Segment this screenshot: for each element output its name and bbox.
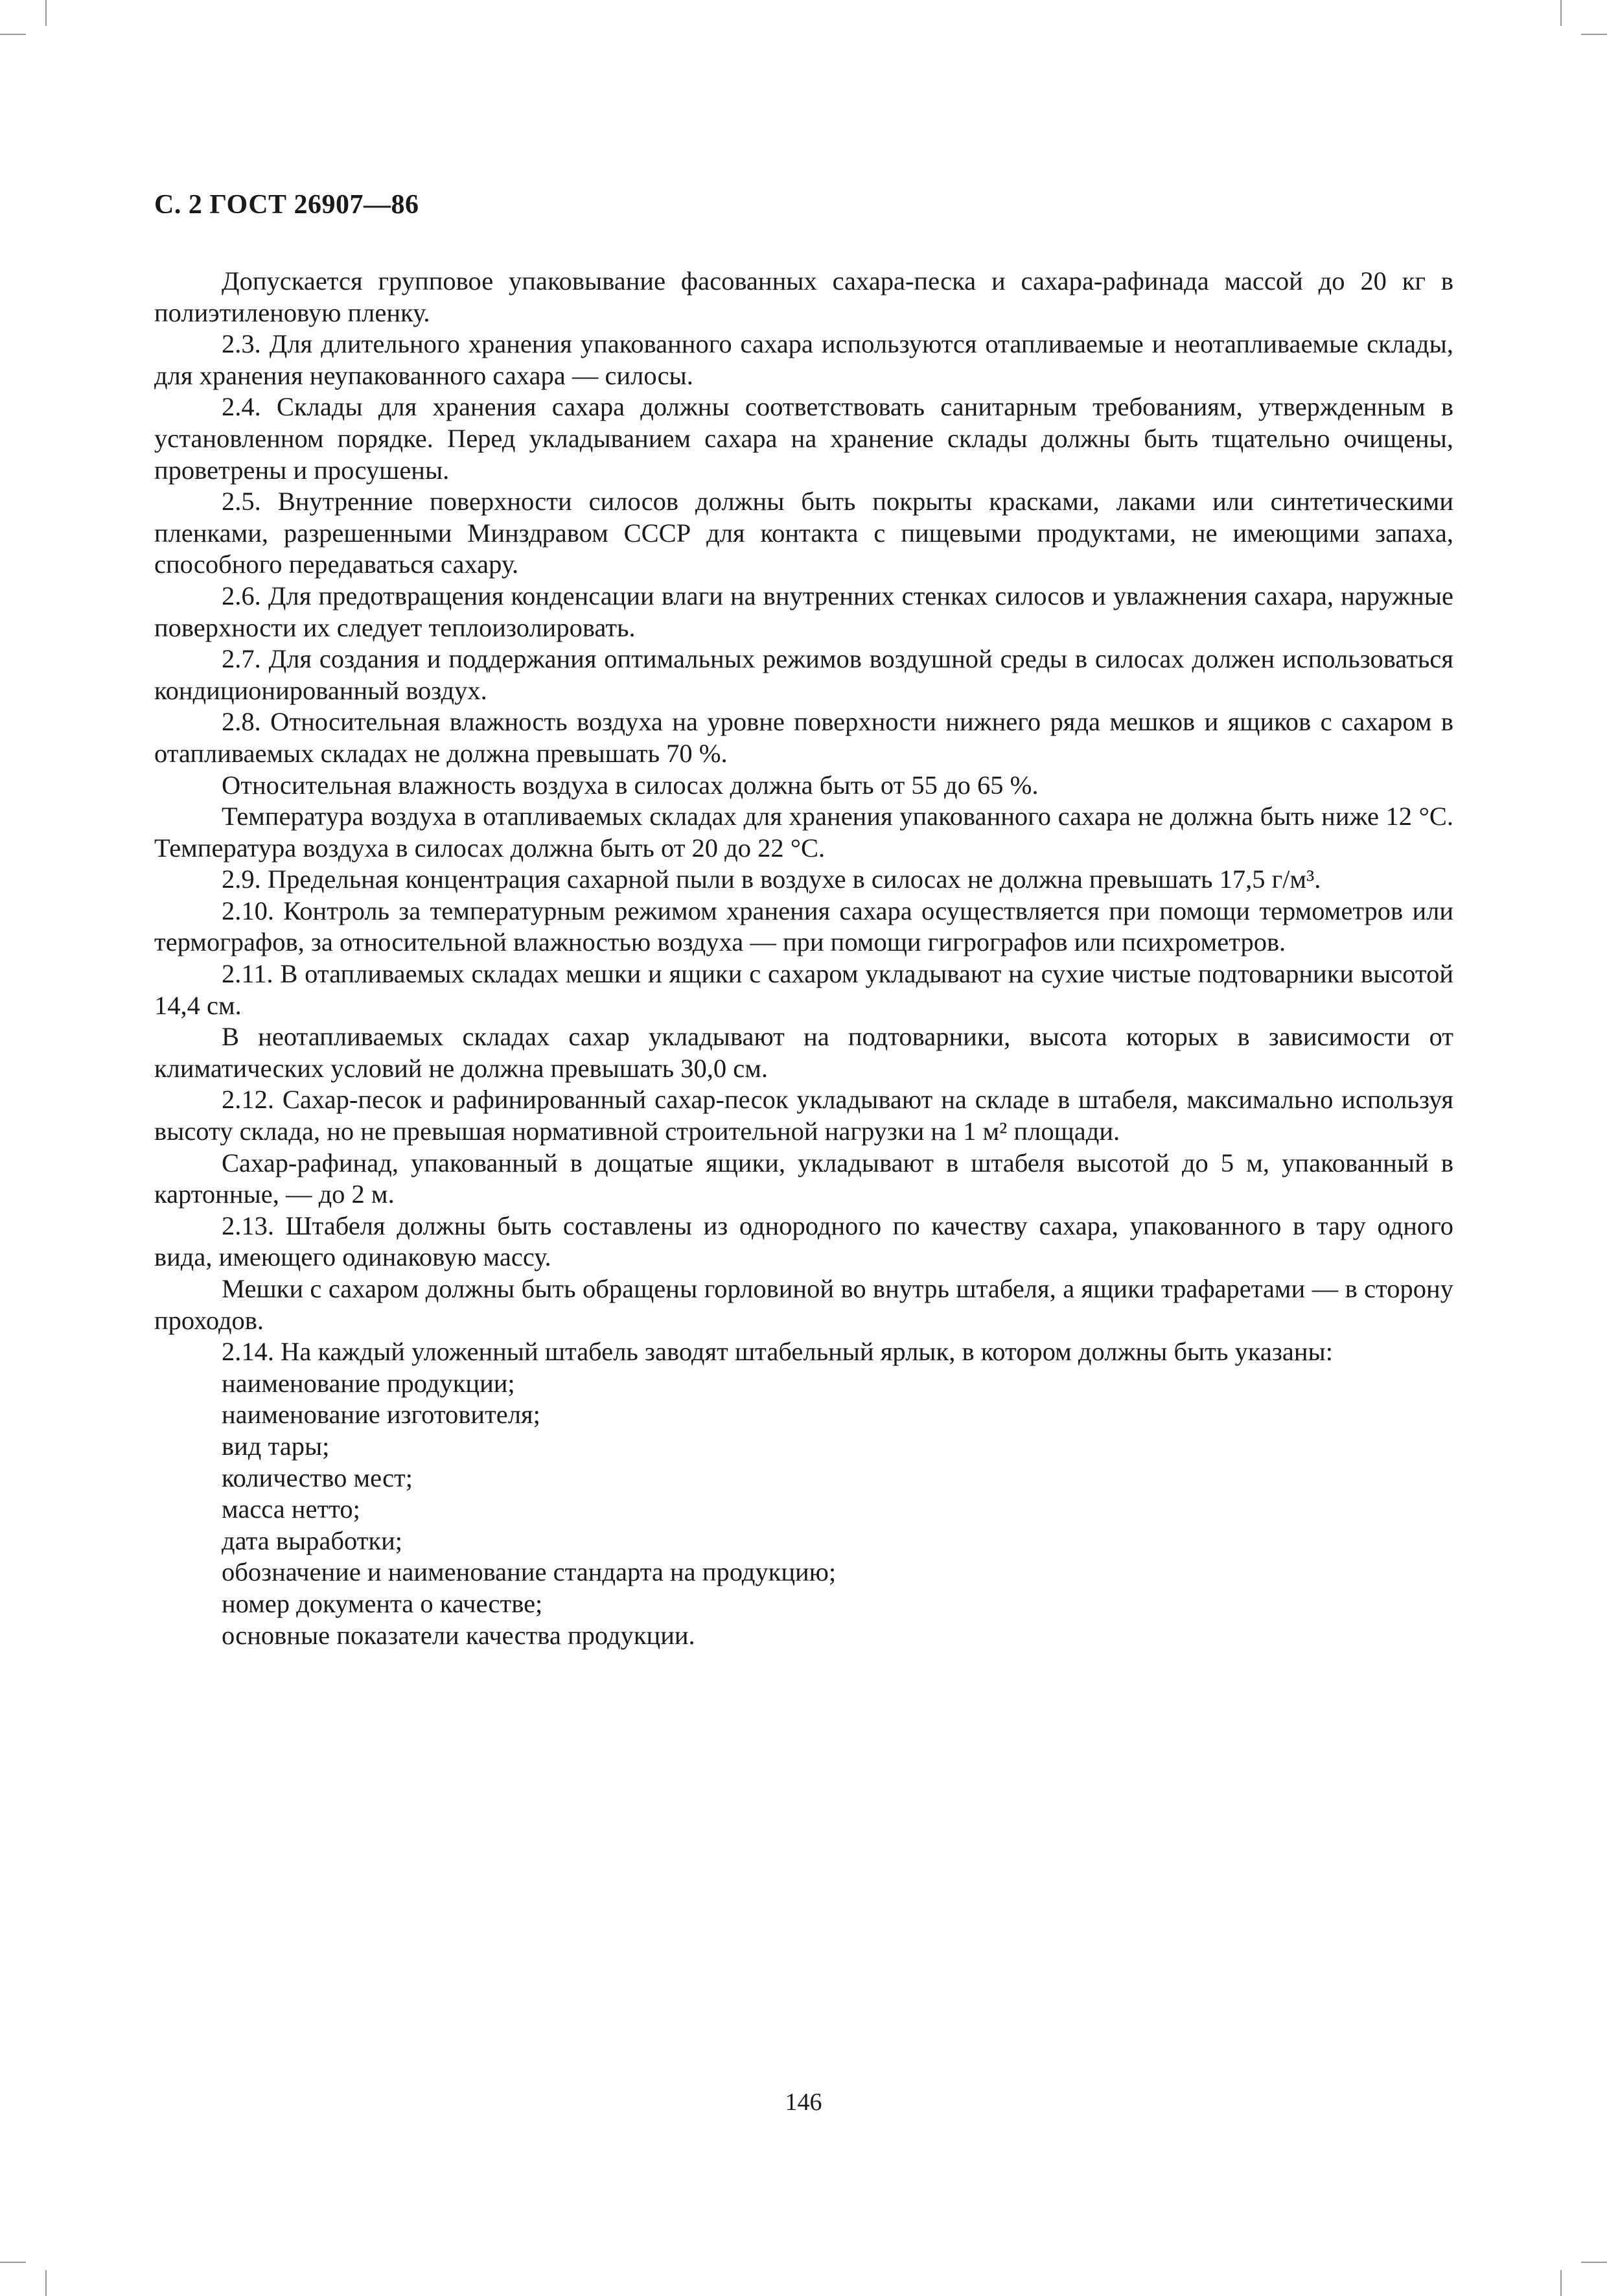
list-item: количество мест;	[222, 1463, 413, 1492]
list-item: масса нетто;	[222, 1494, 360, 1524]
paragraph: Относительная влажность воздуха в силосах должна быть от 55 до 65 %.	[222, 770, 1039, 800]
list-item: обозначение и наименование стандарта на продукцию;	[222, 1557, 837, 1587]
list-item: вид тары;	[222, 1431, 330, 1461]
paragraph-2-5: 2.5. Внутренние поверхности силосов должны быть покрыты красками, лаками или синтетическими пленками, разрешенными Минздравом СССР для контакта с пищевыми продуктами, не имеющими запаха, способного передаваться сахару.	[154, 487, 1453, 579]
crop-mark-bottom-left-h	[0, 2262, 26, 2263]
paragraph-2-11: 2.11. В отапливаемых складах мешки и ящики с сахаром укладывают на сухие чистые подтоварники высотой 14,4 см.	[154, 959, 1453, 1020]
paragraph: Температура воздуха в отапливаемых складах для хранения упакованного сахара не должна быть ниже 12 °С. Температура воздуха в силосах должна быть от 20 до 22 °С.	[154, 802, 1453, 863]
paragraph-2-4: 2.4. Склады для хранения сахара должны соответствовать санитарным требованиям, утвержденным в установленном порядке. Перед укладыванием сахара на хранение склады должны быть тщательно очищены, проветрены и просушены.	[154, 392, 1453, 485]
paragraph-2-12: 2.12. Сахар-песок и рафинированный сахар-песок укладывают на складе в штабеля, максимально используя высоту склада, но не превышая нормативной строительной нагрузки на 1 м² площади.	[154, 1085, 1453, 1146]
crop-mark-bottom-right	[1560, 2270, 1562, 2296]
list-item: основные показатели качества продукции.	[222, 1620, 695, 1650]
paragraph-2-13: 2.13. Штабеля должны быть составлены из однородного по качеству сахара, упакованного в тару одного вида, имеющего одинаковую массу.	[154, 1211, 1453, 1272]
paragraph: Сахар-рафинад, упакованный в дощатые ящики, укладывают в штабеля высотой до 5 м, упакованный в картонные, — до 2 м.	[154, 1148, 1453, 1209]
paragraph: Допускается групповое упаковывание фасованных сахара-песка и сахара-рафинада массой до 20 кг в полиэтиленовую пленку.	[154, 266, 1453, 327]
crop-mark-top-left	[45, 0, 47, 26]
page-header: С. 2 ГОСТ 26907—86	[154, 190, 419, 220]
document-body	[154, 266, 1453, 1651]
list-item: дата выработки;	[222, 1525, 403, 1555]
paragraph-2-9: 2.9. Предельная концентрация сахарной пыли в воздухе в силосах не должна превышать 17,5 г/м³.	[222, 864, 1321, 894]
list-item: наименование продукции;	[222, 1368, 515, 1398]
list-item: номер документа о качестве;	[222, 1588, 543, 1618]
crop-mark-bottom-right-h	[1581, 2262, 1607, 2263]
page-number: 146	[785, 2089, 822, 2116]
crop-mark-top-left-h	[0, 34, 26, 35]
paragraph-2-6: 2.6. Для предотвращения конденсации влаги на внутренних стенках силосов и увлажнения сахара, наружные поверхности их следует теплоизолировать.	[154, 581, 1453, 642]
paragraph-2-7: 2.7. Для создания и поддержания оптимальных режимов воздушной среды в силосах должен использоваться кондиционированный воздух.	[154, 644, 1453, 705]
paragraph-2-8: 2.8. Относительная влажность воздуха на уровне поверхности нижнего ряда мешков и ящиков с сахаром в отапливаемых складах не должна превышать 70 %.	[154, 707, 1453, 768]
crop-mark-bottom-left	[45, 2270, 47, 2296]
crop-mark-top-right-h	[1581, 34, 1607, 35]
paragraph-2-10: 2.10. Контроль за температурным режимом хранения сахара осуществляется при помощи термометров или термографов, за относительной влажностью воздуха — при помощи гигрографов или психрометров.	[154, 896, 1453, 957]
list-item: наименование изготовителя;	[222, 1400, 540, 1430]
paragraph-2-3: 2.3. Для длительного хранения упакованного сахара используются отапливаемые и неотапливаемые склады, для хранения неупакованного сахара — силосы.	[154, 329, 1453, 390]
paragraph: Мешки с сахаром должны быть обращены горловиной во внутрь штабеля, а ящики трафаретами — в сторону проходов.	[154, 1274, 1453, 1335]
label-items-list	[154, 1368, 1453, 1651]
paragraph: В неотапливаемых складах сахар укладывают на подтоварники, высота которых в зависимости от климатических условий не должна превышать 30,0 см.	[154, 1022, 1453, 1083]
crop-mark-top-right	[1560, 0, 1562, 26]
paragraph-2-14: 2.14. На каждый уложенный штабель заводят штабельный ярлык, в котором должны быть указаны:	[222, 1337, 1333, 1367]
